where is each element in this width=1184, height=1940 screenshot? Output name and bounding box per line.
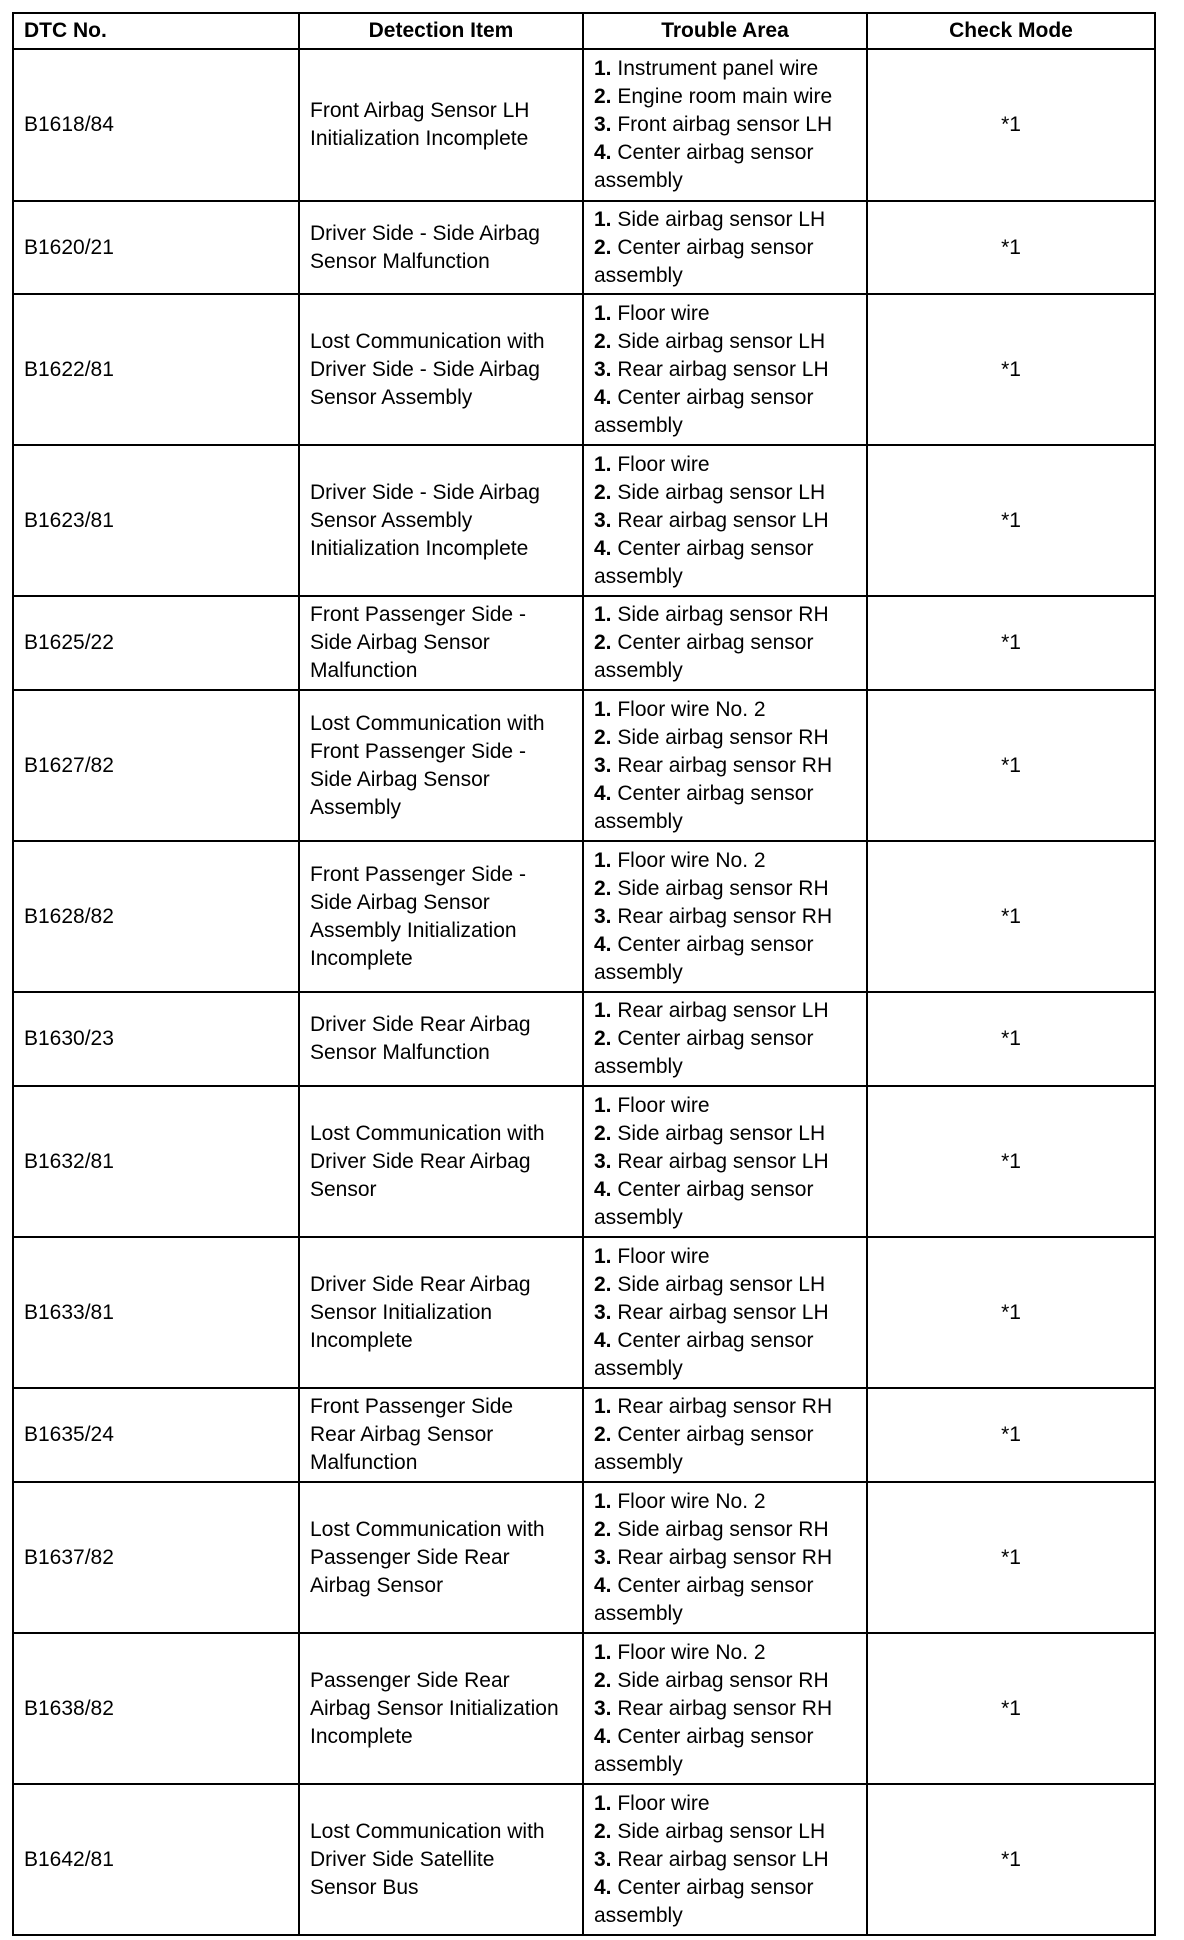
dtc-number-cell: B1637/82 <box>13 1482 299 1633</box>
trouble-area-line <box>594 451 856 479</box>
list-number: 2. <box>594 1423 618 1446</box>
trouble-area-line <box>594 1393 856 1421</box>
check-mode-cell: *1 <box>867 1784 1155 1935</box>
detection-item-line: Driver Side Rear Airbag <box>310 1013 531 1036</box>
list-number: 4. <box>594 536 618 560</box>
detection-item-line: Passenger Side Rear <box>310 1545 510 1569</box>
list-number: 1. <box>594 848 618 872</box>
list-number: 2. <box>594 1819 618 1843</box>
dtc-number-cell: B1627/82 <box>13 690 299 841</box>
trouble-area-text: Rear airbag sensor RH <box>617 904 833 928</box>
trouble-area-cell <box>583 690 867 841</box>
trouble-area-line <box>594 1874 856 1902</box>
header-detection-item: Detection Item <box>299 13 583 49</box>
trouble-area-line <box>594 724 856 752</box>
table-row <box>13 1086 1155 1237</box>
table-row <box>13 445 1155 596</box>
trouble-area-line <box>594 1695 856 1723</box>
check-mode-cell: *1 <box>867 992 1155 1086</box>
trouble-area-text: Floor wire No. 2 <box>617 1489 766 1513</box>
detection-item-cell <box>299 1388 583 1482</box>
list-number: 3. <box>594 753 618 777</box>
detection-item-line: Front Passenger Side - <box>310 603 526 626</box>
list-number: 1. <box>594 1791 618 1815</box>
trouble-area-cell <box>583 1086 867 1237</box>
trouble-area-text: Center airbag sensor <box>617 141 814 164</box>
detection-item-line: Front Airbag Sensor LH <box>310 99 530 122</box>
detection-item-line: Malfunction <box>310 659 418 682</box>
list-number: 3. <box>594 113 618 136</box>
trouble-area-text: Side airbag sensor LH <box>617 1272 826 1296</box>
trouble-area-cell <box>583 992 867 1086</box>
table-row <box>13 294 1155 445</box>
trouble-area-line <box>594 1092 856 1120</box>
trouble-area-text: Side airbag sensor LH <box>617 480 826 504</box>
trouble-area-text: Side airbag sensor RH <box>617 876 829 900</box>
dtc-table <box>12 12 1156 1936</box>
check-mode-cell: *1 <box>867 690 1155 841</box>
trouble-area-line <box>594 1639 856 1667</box>
trouble-area-line <box>594 1204 856 1232</box>
trouble-area-line <box>594 262 856 290</box>
dtc-number-cell: B1633/81 <box>13 1237 299 1388</box>
trouble-area-text: Center airbag sensor <box>617 1875 814 1899</box>
detection-item-line: Lost Communication with <box>310 1517 545 1541</box>
list-number: 3. <box>594 1545 618 1569</box>
trouble-area-text: Floor wire No. 2 <box>617 697 766 721</box>
trouble-area-line <box>594 1421 856 1449</box>
table-row <box>13 690 1155 841</box>
trouble-area-text: Side airbag sensor LH <box>617 1121 826 1145</box>
detection-item-line: Sensor Initialization <box>310 1300 493 1324</box>
trouble-area-line <box>594 601 856 629</box>
trouble-area-cell <box>583 1482 867 1633</box>
trouble-area-line <box>594 629 856 657</box>
trouble-area-line <box>594 1902 856 1930</box>
trouble-area-line <box>594 657 856 685</box>
list-number: 3. <box>594 357 618 381</box>
table-row <box>13 992 1155 1086</box>
trouble-area-line <box>594 1751 856 1779</box>
dtc-number-cell: B1632/81 <box>13 1086 299 1237</box>
detection-item-line: Driver Side Satellite <box>310 1847 495 1871</box>
list-number: 3. <box>594 1696 618 1720</box>
detection-item-cell <box>299 1086 583 1237</box>
trouble-area-line <box>594 1120 856 1148</box>
table-row <box>13 1237 1155 1388</box>
trouble-area-cell <box>583 294 867 445</box>
detection-item-line: Lost Communication with <box>310 711 545 735</box>
trouble-area-text: Center airbag sensor <box>617 1724 814 1748</box>
table-body <box>13 49 1155 1935</box>
trouble-area-line <box>594 1243 856 1271</box>
header-trouble-area: Trouble Area <box>583 13 867 49</box>
detection-item-line: Rear Airbag Sensor <box>310 1423 494 1446</box>
trouble-area-text: Rear airbag sensor RH <box>617 1696 833 1720</box>
detection-item-line: Airbag Sensor <box>310 1573 444 1597</box>
trouble-area-line <box>594 83 856 111</box>
dtc-number-cell: B1622/81 <box>13 294 299 445</box>
list-number: 3. <box>594 1847 618 1871</box>
trouble-area-text: assembly <box>594 809 683 833</box>
trouble-area-text: Center airbag sensor <box>617 1177 814 1201</box>
trouble-area-line <box>594 997 856 1025</box>
trouble-area-text: Rear airbag sensor LH <box>617 999 829 1022</box>
trouble-area-text: Rear airbag sensor LH <box>617 1300 829 1324</box>
detection-item-line: Lost Communication with <box>310 1819 545 1843</box>
dtc-number-cell: B1638/82 <box>13 1633 299 1784</box>
trouble-area-text: Center airbag sensor <box>617 932 814 956</box>
trouble-area-line <box>594 1271 856 1299</box>
trouble-area-text: assembly <box>594 413 683 437</box>
list-number: 4. <box>594 1573 618 1597</box>
trouble-area-text: Center airbag sensor <box>617 235 814 259</box>
list-number: 3. <box>594 904 618 928</box>
detection-item-line: Malfunction <box>310 1451 418 1474</box>
check-mode-cell: *1 <box>867 1482 1155 1633</box>
trouble-area-text: assembly <box>594 1451 683 1474</box>
detection-item-cell <box>299 1237 583 1388</box>
list-number: 2. <box>594 329 618 353</box>
table-row <box>13 1633 1155 1784</box>
trouble-area-line <box>594 696 856 724</box>
detection-item-cell <box>299 1784 583 1935</box>
list-number: 3. <box>594 1300 618 1324</box>
detection-item-line: Front Passenger Side - <box>310 739 526 763</box>
trouble-area-text: assembly <box>594 1055 683 1078</box>
trouble-area-cell <box>583 445 867 596</box>
dtc-number-cell: B1642/81 <box>13 1784 299 1935</box>
header-dtc-no: DTC No. <box>13 13 299 49</box>
detection-item-cell <box>299 1633 583 1784</box>
list-number: 4. <box>594 385 618 409</box>
trouble-area-text: assembly <box>594 659 683 682</box>
list-number: 2. <box>594 1272 618 1296</box>
trouble-area-line <box>594 1790 856 1818</box>
trouble-area-text: assembly <box>594 1356 683 1380</box>
trouble-area-line <box>594 1572 856 1600</box>
list-number: 4. <box>594 781 618 805</box>
trouble-area-line <box>594 1355 856 1383</box>
detection-item-line: Sensor Assembly <box>310 385 473 409</box>
list-number: 2. <box>594 480 618 504</box>
list-number: 2. <box>594 631 618 654</box>
list-number: 2. <box>594 1668 618 1692</box>
list-number: 3. <box>594 1149 618 1173</box>
trouble-area-line <box>594 111 856 139</box>
trouble-area-line <box>594 1299 856 1327</box>
trouble-area-text: assembly <box>594 263 683 287</box>
list-number: 4. <box>594 141 618 164</box>
dtc-number-cell: B1618/84 <box>13 49 299 201</box>
trouble-area-line <box>594 1025 856 1053</box>
dtc-number-cell: B1635/24 <box>13 1388 299 1482</box>
detection-item-line: Side Airbag Sensor <box>310 631 490 654</box>
check-mode-cell: *1 <box>867 1633 1155 1784</box>
detection-item-line: Side Airbag Sensor <box>310 890 490 914</box>
trouble-area-text: Center airbag sensor <box>617 1027 814 1050</box>
trouble-area-text: assembly <box>594 1205 683 1229</box>
check-mode-cell: *1 <box>867 596 1155 690</box>
list-number: 1. <box>594 301 618 325</box>
detection-item-line: Lost Communication with <box>310 1121 545 1145</box>
trouble-area-line <box>594 808 856 836</box>
trouble-area-text: Center airbag sensor <box>617 536 814 560</box>
trouble-area-line <box>594 535 856 563</box>
list-number: 4. <box>594 1177 618 1201</box>
trouble-area-line <box>594 356 856 384</box>
list-number: 1. <box>594 697 618 721</box>
trouble-area-text: assembly <box>594 960 683 984</box>
header-check-mode: Check Mode <box>867 13 1155 49</box>
trouble-area-line <box>594 847 856 875</box>
trouble-area-text: Side airbag sensor RH <box>617 1668 829 1692</box>
trouble-area-line <box>594 780 856 808</box>
trouble-area-text: Side airbag sensor LH <box>617 329 826 353</box>
list-number: 2. <box>594 876 618 900</box>
list-number: 2. <box>594 725 618 749</box>
trouble-area-text: Center airbag sensor <box>617 631 814 654</box>
trouble-area-text: Rear airbag sensor LH <box>617 357 829 381</box>
detection-item-line: Airbag Sensor Initialization <box>310 1696 559 1720</box>
detection-item-line: Assembly Initialization <box>310 918 517 942</box>
trouble-area-cell <box>583 201 867 294</box>
trouble-area-line <box>594 903 856 931</box>
trouble-area-line <box>594 384 856 412</box>
dtc-number-cell: B1625/22 <box>13 596 299 690</box>
list-number: 4. <box>594 1328 618 1352</box>
list-number: 1. <box>594 1489 618 1513</box>
trouble-area-cell <box>583 596 867 690</box>
table-row <box>13 1784 1155 1935</box>
trouble-area-cell <box>583 1237 867 1388</box>
trouble-area-line <box>594 139 856 167</box>
detection-item-cell <box>299 690 583 841</box>
table-row <box>13 201 1155 294</box>
trouble-area-text: assembly <box>594 169 683 192</box>
list-number: 1. <box>594 57 618 80</box>
trouble-area-line <box>594 328 856 356</box>
detection-item-line: Initialization Incomplete <box>310 127 529 150</box>
trouble-area-text: Front airbag sensor LH <box>617 113 833 136</box>
list-number: 4. <box>594 932 618 956</box>
detection-item-line: Sensor Assembly <box>310 508 473 532</box>
table-row <box>13 1482 1155 1633</box>
dtc-number-cell: B1628/82 <box>13 841 299 992</box>
check-mode-cell: *1 <box>867 445 1155 596</box>
trouble-area-text: Center airbag sensor <box>617 781 814 805</box>
dtc-number-cell: B1630/23 <box>13 992 299 1086</box>
detection-item-line: Incomplete <box>310 946 413 970</box>
trouble-area-line <box>594 1846 856 1874</box>
detection-item-line: Sensor Malfunction <box>310 249 490 273</box>
detection-item-line: Front Passenger Side - <box>310 862 526 886</box>
trouble-area-line <box>594 563 856 591</box>
detection-item-line: Sensor Bus <box>310 1875 419 1899</box>
trouble-area-text: Center airbag sensor <box>617 1328 814 1352</box>
header-row <box>13 13 1155 49</box>
trouble-area-line <box>594 1449 856 1477</box>
trouble-area-line <box>594 234 856 262</box>
trouble-area-text: Rear airbag sensor LH <box>617 1847 829 1871</box>
trouble-area-line <box>594 875 856 903</box>
detection-item-line: Incomplete <box>310 1328 413 1352</box>
trouble-area-text: Side airbag sensor LH <box>617 207 826 231</box>
list-number: 1. <box>594 207 618 231</box>
trouble-area-cell <box>583 1784 867 1935</box>
trouble-area-line <box>594 1148 856 1176</box>
trouble-area-line <box>594 507 856 535</box>
table-row <box>13 596 1155 690</box>
detection-item-line: Assembly <box>310 795 402 819</box>
detection-item-cell <box>299 841 583 992</box>
list-number: 4. <box>594 1875 618 1899</box>
detection-item-line: Sensor <box>310 1177 377 1201</box>
trouble-area-line <box>594 167 856 195</box>
trouble-area-text: Rear airbag sensor RH <box>617 1395 833 1418</box>
trouble-area-line <box>594 1600 856 1628</box>
detection-item-line: Driver Side - Side Airbag <box>310 221 540 245</box>
trouble-area-text: Floor wire <box>617 301 710 325</box>
detection-item-cell <box>299 294 583 445</box>
detection-item-cell <box>299 201 583 294</box>
detection-item-line: Driver Side - Side Airbag <box>310 480 540 504</box>
trouble-area-text: Rear airbag sensor RH <box>617 1545 833 1569</box>
trouble-area-line <box>594 412 856 440</box>
trouble-area-cell <box>583 841 867 992</box>
trouble-area-line <box>594 1053 856 1081</box>
trouble-area-text: Center airbag sensor <box>617 1423 814 1446</box>
detection-item-line: Driver Side - Side Airbag <box>310 357 540 381</box>
trouble-area-line <box>594 931 856 959</box>
trouble-area-line <box>594 55 856 83</box>
table-row <box>13 1388 1155 1482</box>
list-number: 2. <box>594 235 618 259</box>
detection-item-line: Sensor Malfunction <box>310 1041 490 1064</box>
trouble-area-cell <box>583 49 867 201</box>
detection-item-line: Driver Side Rear Airbag <box>310 1149 531 1173</box>
detection-item-cell <box>299 992 583 1086</box>
trouble-area-text: Center airbag sensor <box>617 1573 814 1597</box>
dtc-number-cell: B1623/81 <box>13 445 299 596</box>
trouble-area-line <box>594 1723 856 1751</box>
trouble-area-line <box>594 300 856 328</box>
check-mode-cell: *1 <box>867 1237 1155 1388</box>
detection-item-line: Driver Side Rear Airbag <box>310 1272 531 1296</box>
detection-item-cell <box>299 596 583 690</box>
trouble-area-text: assembly <box>594 564 683 588</box>
detection-item-line: Front Passenger Side <box>310 1395 514 1418</box>
list-number: 1. <box>594 1640 618 1664</box>
trouble-area-line <box>594 1327 856 1355</box>
list-number: 1. <box>594 1244 618 1268</box>
check-mode-cell: *1 <box>867 841 1155 992</box>
list-number: 2. <box>594 1517 618 1541</box>
trouble-area-text: Rear airbag sensor RH <box>617 753 833 777</box>
check-mode-cell: *1 <box>867 294 1155 445</box>
check-mode-cell: *1 <box>867 1086 1155 1237</box>
trouble-area-text: Side airbag sensor RH <box>617 1517 829 1541</box>
list-number: 1. <box>594 603 618 626</box>
trouble-area-cell <box>583 1633 867 1784</box>
trouble-area-text: Side airbag sensor LH <box>617 1819 826 1843</box>
trouble-area-line <box>594 752 856 780</box>
trouble-area-text: Rear airbag sensor LH <box>617 1149 829 1173</box>
dtc-number-cell: B1620/21 <box>13 201 299 294</box>
detection-item-line: Passenger Side Rear <box>310 1668 510 1692</box>
trouble-area-text: Side airbag sensor RH <box>617 725 829 749</box>
trouble-area-text: assembly <box>594 1601 683 1625</box>
check-mode-cell: *1 <box>867 201 1155 294</box>
list-number: 2. <box>594 1027 618 1050</box>
detection-item-cell <box>299 1482 583 1633</box>
list-number: 1. <box>594 999 618 1022</box>
trouble-area-text: Floor wire <box>617 1093 710 1117</box>
trouble-area-text: assembly <box>594 1752 683 1776</box>
trouble-area-line <box>594 1488 856 1516</box>
list-number: 1. <box>594 452 618 476</box>
detection-item-cell <box>299 49 583 201</box>
trouble-area-text: Center airbag sensor <box>617 385 814 409</box>
trouble-area-text: Engine room main wire <box>617 85 833 108</box>
check-mode-cell: *1 <box>867 1388 1155 1482</box>
trouble-area-line <box>594 1818 856 1846</box>
list-number: 1. <box>594 1093 618 1117</box>
trouble-area-line <box>594 479 856 507</box>
list-number: 1. <box>594 1395 618 1418</box>
trouble-area-text: Floor wire No. 2 <box>617 1640 766 1664</box>
trouble-area-line <box>594 1544 856 1572</box>
trouble-area-text: Rear airbag sensor LH <box>617 508 829 532</box>
list-number: 4. <box>594 1724 618 1748</box>
detection-item-line: Lost Communication with <box>310 329 545 353</box>
trouble-area-line <box>594 206 856 234</box>
trouble-area-line <box>594 959 856 987</box>
trouble-area-text: assembly <box>594 1903 683 1927</box>
list-number: 2. <box>594 1121 618 1145</box>
table-row <box>13 49 1155 201</box>
trouble-area-cell <box>583 1388 867 1482</box>
trouble-area-line <box>594 1176 856 1204</box>
list-number: 2. <box>594 85 618 108</box>
detection-item-cell <box>299 445 583 596</box>
check-mode-cell: *1 <box>867 49 1155 201</box>
trouble-area-text: Side airbag sensor RH <box>617 603 829 626</box>
trouble-area-text: Floor wire No. 2 <box>617 848 766 872</box>
detection-item-line: Incomplete <box>310 1724 413 1748</box>
detection-item-line: Side Airbag Sensor <box>310 767 490 791</box>
table-row <box>13 841 1155 992</box>
trouble-area-text: Floor wire <box>617 1244 710 1268</box>
trouble-area-text: Floor wire <box>617 452 710 476</box>
trouble-area-line <box>594 1516 856 1544</box>
list-number: 3. <box>594 508 618 532</box>
trouble-area-text: Instrument panel wire <box>617 57 819 80</box>
trouble-area-text: Floor wire <box>617 1791 710 1815</box>
trouble-area-line <box>594 1667 856 1695</box>
detection-item-line: Initialization Incomplete <box>310 536 529 560</box>
